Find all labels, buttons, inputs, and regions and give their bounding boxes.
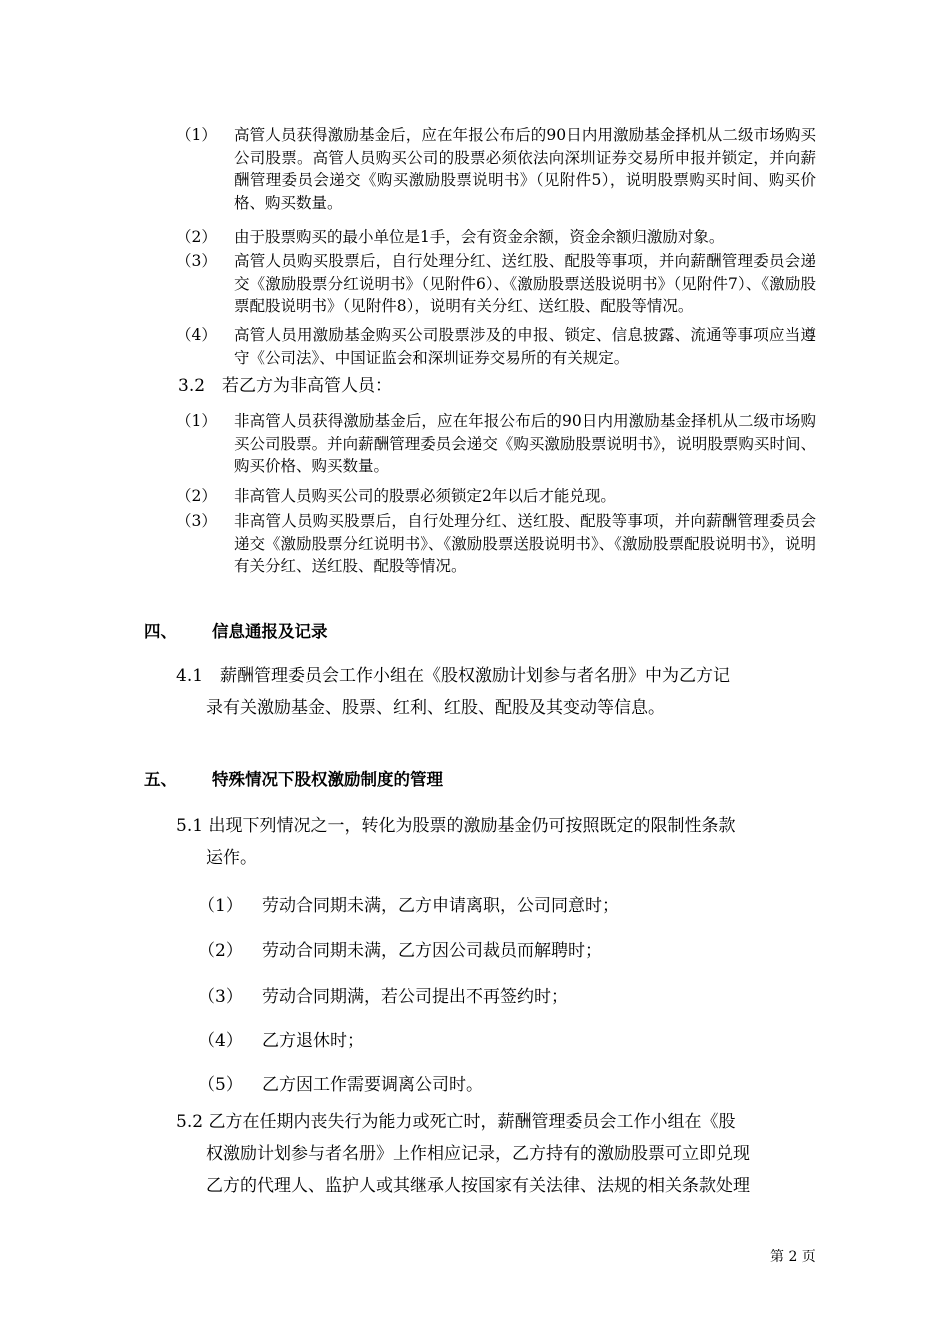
paragraph-line: 运作。 [206, 848, 257, 868]
subsection-heading: 3.2 若乙方为非高管人员： [178, 376, 393, 396]
page-number: 第 2 页 [770, 1249, 816, 1265]
item-number: （2） [176, 487, 217, 505]
list-item [198, 939, 602, 963]
list-item [176, 124, 816, 214]
list-item [198, 894, 619, 918]
list-item [176, 226, 816, 249]
item-text: 由于股票购买的最小单位是1手，会有资金余额，资金余额归激励对象。 [234, 228, 725, 246]
section-heading [144, 620, 328, 644]
item-number: （3） [176, 252, 217, 270]
item-number: （1） [176, 412, 217, 430]
section-number: 五、 [144, 770, 177, 789]
paragraph-line: 5.1 出现下列情况之一，转化为股票的激励基金仍可按照既定的限制性条款 [176, 816, 736, 836]
paragraph [176, 1106, 808, 1202]
list-item [198, 985, 568, 1009]
item-number: （4） [198, 1031, 243, 1051]
list-item [198, 1073, 483, 1097]
item-text: 高管人员获得激励基金后，应在年报公布后的90日内用激励基金择机从二级市场购买公司股票。高管人员购买公司的股票必须依法向深圳证券交易所申报并锁定，并向薪酬管理委员会递交《购买激励股票说明书》（见附件5），说明股票购买时间、购买价格、购买数量。 [234, 126, 816, 212]
paragraph-line: 录有关激励基金、股票、红利、红股、配股及其变动等信息。 [206, 698, 665, 718]
item-text: 劳动合同期未满，乙方因公司裁员而解聘时； [262, 941, 602, 961]
item-number: （2） [198, 941, 243, 961]
paragraph-line: 乙方的代理人、监护人或其继承人按国家有关法律、法规的相关条款处理 [206, 1176, 750, 1196]
item-text: 非高管人员购买公司的股票必须锁定2年以后才能兑现。 [234, 487, 616, 505]
section-title: 信息通报及记录 [212, 622, 328, 641]
item-number: （1） [176, 126, 217, 144]
item-number: （3） [198, 987, 243, 1007]
item-text: 乙方退休时； [262, 1031, 364, 1051]
item-text: 高管人员购买股票后，自行处理分红、送红股、配股等事项，并向薪酬管理委员会递交《激励股票分红说明书》（见附件6）、《激励股票送股说明书》（见附件7）、《激励股票配股说明书》（见附件8），说明有关分红、送红股、配股等情况。 [234, 252, 816, 315]
list-item [176, 510, 816, 578]
item-text: 劳动合同期未满，乙方申请离职，公司同意时； [262, 896, 619, 916]
item-text: 非高管人员购买股票后，自行处理分红、送红股、配股等事项，并向薪酬管理委员会递交《激励股票分红说明书》、《激励股票送股说明书》、《激励股票配股说明书》，说明有关分红、送红股、配股等情况。 [234, 512, 816, 575]
item-number: （2） [176, 228, 217, 246]
paragraph-line: 4.1 薪酬管理委员会工作小组在《股权激励计划参与者名册》中为乙方记 [176, 666, 731, 686]
section-heading [144, 768, 443, 792]
item-number: （5） [198, 1075, 243, 1095]
item-text: 劳动合同期满，若公司提出不再签约时； [262, 987, 568, 1007]
list-item [198, 1029, 364, 1053]
list-item [176, 410, 816, 478]
paragraph-line: 权激励计划参与者名册》上作相应记录，乙方持有的激励股票可立即兑现 [206, 1144, 750, 1164]
paragraph [176, 810, 808, 874]
paragraph-line: 5.2 乙方在任期内丧失行为能力或死亡时，薪酬管理委员会工作小组在《股 [176, 1112, 736, 1132]
item-number: （3） [176, 512, 217, 530]
section-title: 特殊情况下股权激励制度的管理 [212, 770, 443, 789]
item-number: （4） [176, 326, 217, 344]
list-item [176, 324, 816, 369]
item-text: 乙方因工作需要调离公司时。 [262, 1075, 483, 1095]
item-number: （1） [198, 896, 243, 916]
section-number: 四、 [144, 622, 177, 641]
item-text: 高管人员用激励基金购买公司股票涉及的申报、锁定、信息披露、流通等事项应当遵守《公司法》、中国证监会和深圳证券交易所的有关规定。 [234, 326, 816, 367]
list-item [176, 250, 816, 318]
paragraph [176, 660, 808, 724]
list-item [176, 485, 816, 508]
item-text: 非高管人员获得激励基金后，应在年报公布后的90日内用激励基金择机从二级市场购买公司股票。并向薪酬管理委员会递交《购买激励股票说明书》，说明股票购买时间、购买价格、购买数量。 [234, 412, 816, 475]
